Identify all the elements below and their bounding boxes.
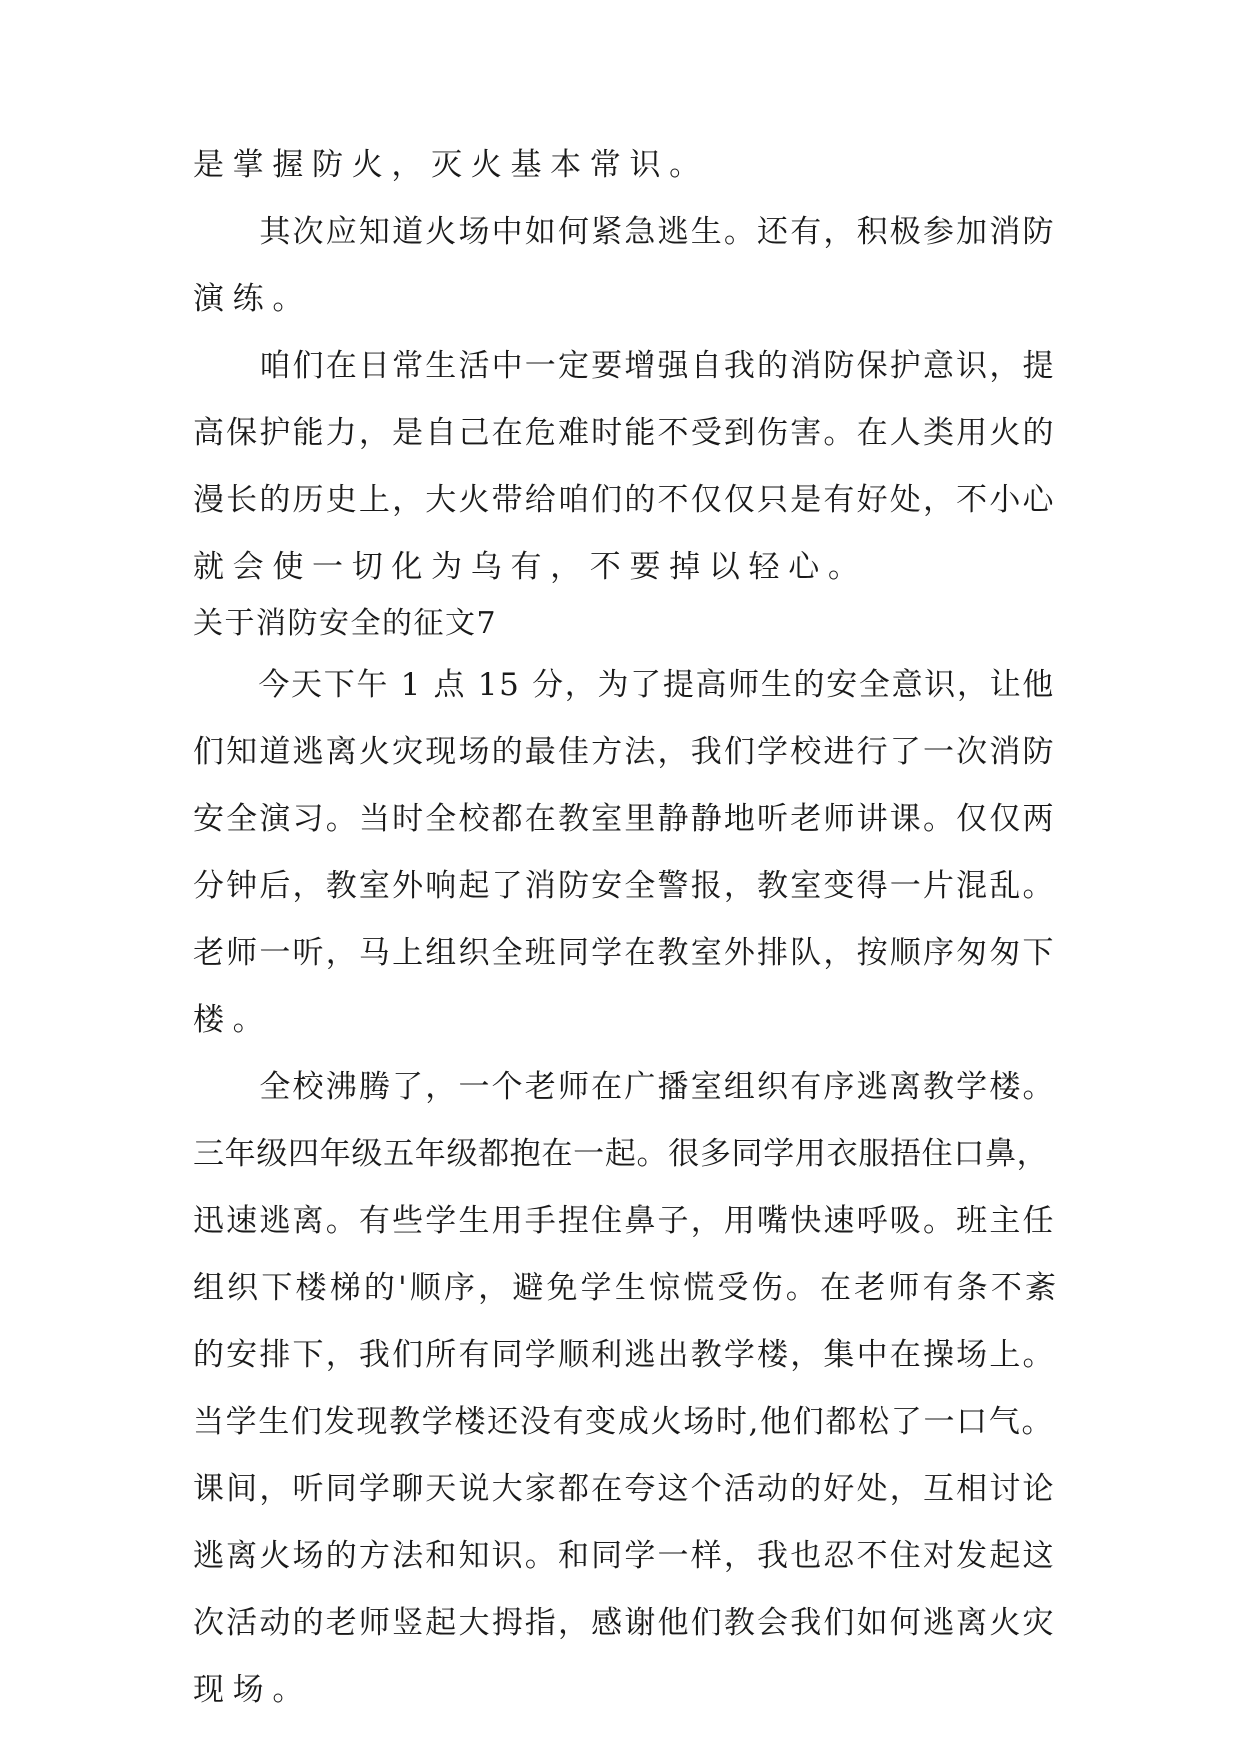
text-line: 其次应知道火场中如何紧急逃生。还有，积极参加消防 [193, 214, 1056, 250]
text-line: 咱们在日常生活中一定要增强自我的消防保护意识，提 [193, 348, 1056, 384]
text-line: 逃离火场的方法和知识。和同学一样，我也忍不住对发起这 [193, 1538, 1056, 1574]
text-line: 是掌握防火，灭火基本常识。 [193, 147, 709, 183]
text-line: 三年级四年级五年级都抱在一起。很多同学用衣服捂住口鼻， [193, 1136, 1049, 1172]
text-line: 楼。 [193, 1002, 273, 1038]
text-line: 迅速逃离。有些学生用手捏住鼻子，用嘴快速呼吸。班主任 [193, 1203, 1056, 1239]
text-line: 老师一听，马上组织全班同学在教室外排队，按顺序匆匆下 [193, 935, 1056, 971]
text-line: 高保护能力，是自己在危难时能不受到伤害。在人类用火的 [193, 415, 1056, 451]
text-line: 次活动的老师竖起大拇指，感谢他们教会我们如何逃离火灾 [193, 1605, 1056, 1641]
text-line: 漫长的历史上，大火带给咱们的不仅仅只是有好处，不小心 [193, 482, 1056, 518]
text-line: 今天下午 1 点 15 分，为了提高师生的安全意识，让他 [193, 667, 1055, 703]
text-line: 演练。 [193, 281, 313, 317]
text-line: 全校沸腾了，一个老师在广播室组织有序逃离教学楼。 [193, 1069, 1056, 1105]
text-line: 们知道逃离火灾现场的最佳方法，我们学校进行了一次消防 [193, 734, 1056, 770]
text-line: 安全演习。当时全校都在教室里静静地听老师讲课。仅仅两 [193, 801, 1056, 837]
text-line: 分钟后，教室外响起了消防安全警报，教室变得一片混乱。 [193, 868, 1056, 904]
text-line: 组织下楼梯的'顺序，避免学生惊慌受伤。在老师有条不紊 [193, 1270, 1060, 1306]
text-line: 现场。 [193, 1672, 313, 1708]
text-line: 当学生们发现教学楼还没有变成火场时,他们都松了一口气。 [193, 1404, 1055, 1440]
text-line: 课间，听同学聊天说大家都在夸这个活动的好处，互相讨论 [193, 1471, 1056, 1507]
text-line: 的安排下，我们所有同学顺利逃出教学楼，集中在操场上。 [193, 1337, 1056, 1373]
section-heading: 关于消防安全的征文7 [193, 606, 498, 641]
text-line: 就会使一切化为乌有，不要掉以轻心。 [193, 549, 868, 585]
